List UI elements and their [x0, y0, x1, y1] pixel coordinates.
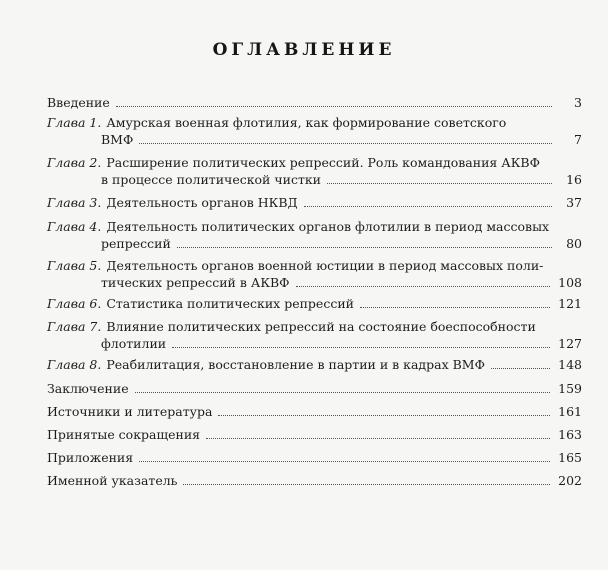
- toc-entry-chapter-4: [47, 218, 582, 252]
- toc-entry-text: Деятельность органов военной юстиции в период массовых поли-: [106, 258, 544, 273]
- page-number: 108: [558, 275, 582, 290]
- dot-leader: [218, 415, 550, 416]
- dot-leader: [206, 438, 550, 439]
- page-number: 127: [558, 336, 582, 351]
- dot-leader: [360, 307, 550, 308]
- toc-entry-chapter-7: [47, 318, 582, 352]
- toc-entry-text: Источники и литература: [47, 404, 213, 419]
- page-number: 202: [558, 473, 582, 488]
- chapter-prefix: Глава 7.: [47, 319, 102, 334]
- page-number: 3: [574, 95, 582, 110]
- toc-entry-text: Деятельность политических органов флотилии в период массовых: [106, 219, 550, 234]
- toc-entry-text: Приложения: [47, 450, 134, 465]
- toc-entry-text: Расширение политических репрессий. Роль командования АКВФ: [106, 155, 540, 170]
- page-number: 161: [558, 404, 582, 419]
- toc-entry-text-continued: в процессе политической чистки: [101, 172, 322, 187]
- page-number: 163: [558, 427, 582, 442]
- toc-entry-chapter-1: [47, 114, 582, 148]
- toc-entry-chapter-2: [47, 154, 582, 188]
- dot-leader: [139, 143, 552, 144]
- toc-entry-text: Влияние политических репрессий на состояние боеспособности: [106, 319, 536, 334]
- toc-entry-chapter-6: [47, 295, 582, 312]
- page-number: 165: [558, 450, 582, 465]
- toc-entry-text: Заключение: [47, 381, 129, 396]
- toc-entry-text-continued: тических репрессий в АКВФ: [101, 275, 290, 290]
- toc-entry-text-continued: репрессий: [101, 236, 171, 251]
- chapter-prefix: Глава 2.: [47, 155, 102, 170]
- toc-entry-text: Именной указатель: [47, 473, 178, 488]
- toc-entry-chapter-8: [47, 356, 582, 373]
- toc-entry-text: Реабилитация, восстановление в партии и в кадрах ВМФ: [106, 357, 485, 372]
- toc-entry-chapter-3: [47, 194, 582, 211]
- toc-entry-text: Статистика политических репрессий: [106, 296, 354, 311]
- toc-entry-text: Деятельность органов НКВД: [106, 195, 298, 210]
- chapter-prefix: Глава 4.: [47, 219, 102, 234]
- dot-leader: [491, 368, 550, 369]
- toc-entry-conclusion: [47, 380, 582, 397]
- chapter-prefix: Глава 8.: [47, 357, 102, 372]
- toc-entry-sources: [47, 403, 582, 420]
- page-number: 121: [558, 296, 582, 311]
- dot-leader: [135, 392, 551, 393]
- toc-entry-abbreviations: [47, 426, 582, 443]
- toc-entry-introduction: [47, 94, 582, 111]
- toc-entry-text: Амурская военная флотилия, как формирование советского: [106, 115, 507, 130]
- page-number: 37: [566, 195, 582, 210]
- dot-leader: [139, 461, 550, 462]
- dot-leader: [183, 484, 550, 485]
- toc-entry-chapter-5: [47, 257, 582, 291]
- dot-leader: [116, 106, 552, 107]
- page-number: 159: [558, 381, 582, 396]
- page-number: 148: [558, 357, 582, 372]
- chapter-prefix: Глава 1.: [47, 115, 102, 130]
- toc-entry-appendices: [47, 449, 582, 466]
- page-number: 7: [574, 132, 582, 147]
- dot-leader: [304, 206, 552, 207]
- dot-leader: [177, 247, 552, 248]
- page-number: 80: [566, 236, 582, 251]
- chapter-prefix: Глава 6.: [47, 296, 102, 311]
- toc-entry-text: Принятые сокращения: [47, 427, 201, 442]
- chapter-prefix: Глава 3.: [47, 195, 102, 210]
- chapter-prefix: Глава 5.: [47, 258, 102, 273]
- toc-entry-text-continued: ВМФ: [101, 132, 134, 147]
- page-number: 16: [566, 172, 582, 187]
- toc-entry-name-index: [47, 472, 582, 489]
- dot-leader: [296, 286, 551, 287]
- page-title: ОГЛАВЛЕНИЕ: [212, 40, 396, 60]
- dot-leader: [327, 183, 552, 184]
- toc-entry-text-continued: флотилии: [101, 336, 167, 351]
- toc-entry-text: Введение: [47, 95, 110, 110]
- dot-leader: [172, 347, 550, 348]
